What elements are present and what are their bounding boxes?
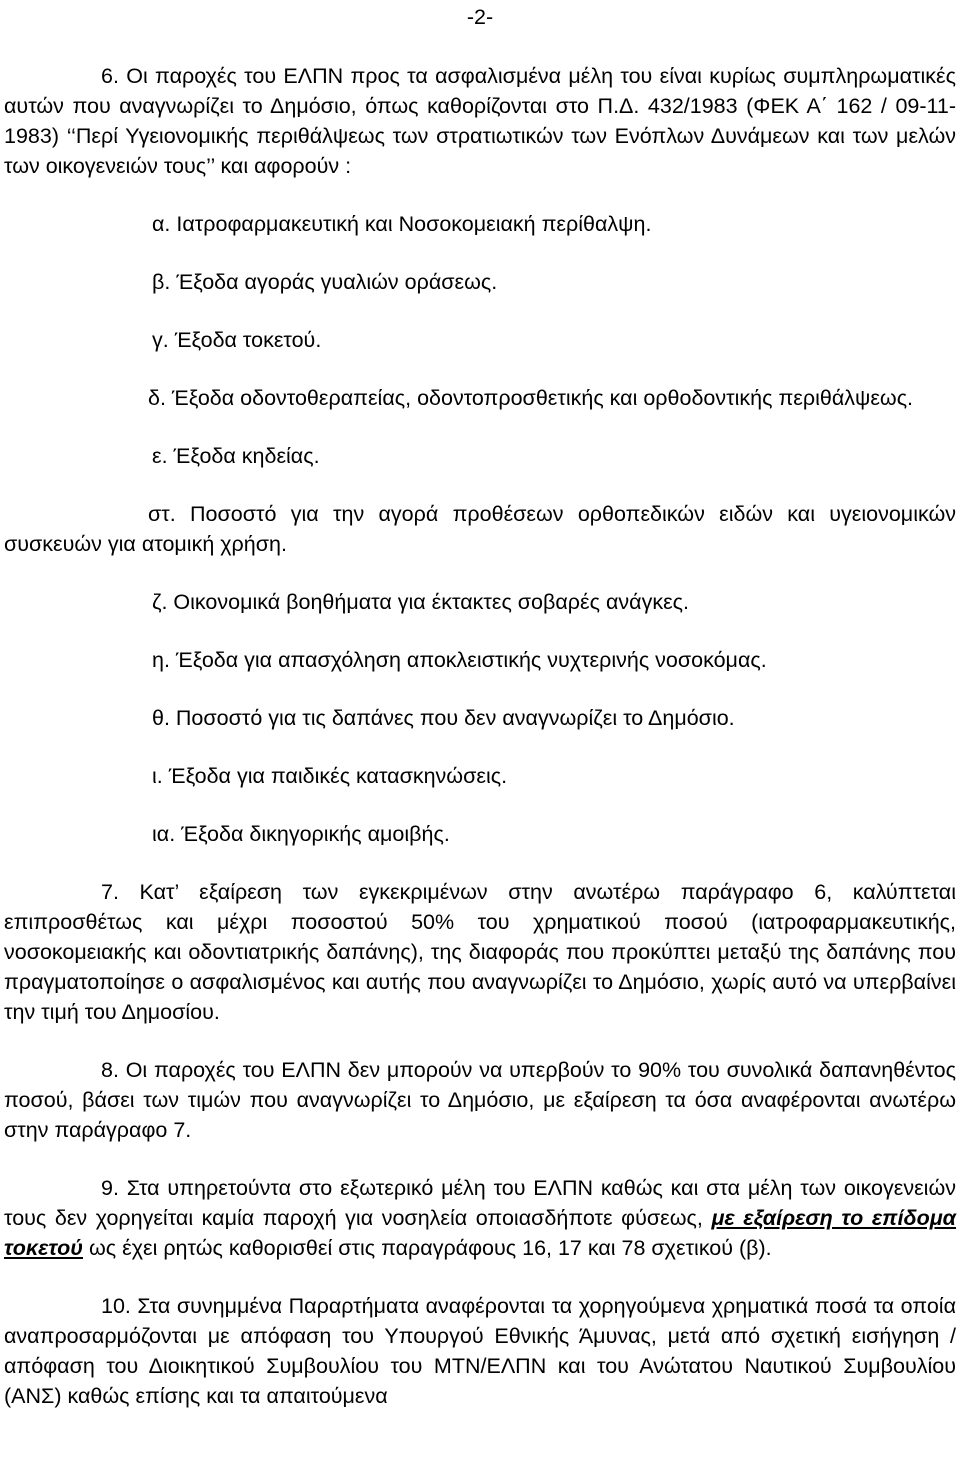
page-number: -2- [466, 5, 494, 29]
list-item-th: θ. Ποσοστό για τις δαπάνες που δεν αναγνωρίζει το Δημόσιο. [152, 706, 735, 730]
list-item-ia: ια. Έξοδα δικηγορικής αμοιβής. [152, 822, 450, 846]
section-6-intro: 6. Οι παροχές του ΕΛΠΝ προς τα ασφαλισμένα μέλη του είναι κυρίως συμπληρωματικές αυτών που αναγνωρίζει το Δημόσιο, όπως καθορίζονται στο Π.Δ. 432/1983 (ΦΕΚ Α΄ 162 / 09-11-1983) ‘‘Περί Υγειονομικής περιθάλψεως των στρατιωτικών των Ενόπλων Δυνάμεων και των μελών των οικογενειών τους’’ και αφορούν : [4, 64, 956, 178]
section-8-paragraph: 8. Οι παροχές του ΕΛΠΝ δεν μπορούν να υπερβούν το 90% του συνολικά δαπανηθέντος ποσού, βάσει των τιμών που αναγνωρίζει το Δημόσιο, με εξαίρεση τα όσα αναφέρονται ανωτέρω στην παράγραφο 7. [4, 1058, 956, 1142]
list-item-c: γ. Έξοδα τοκετού. [152, 328, 322, 352]
list-item-i: η. Έξοδα για απασχόληση αποκλειστικής νυχτερινής νοσοκόμας. [152, 648, 767, 672]
section-9-emphasis: με εξαίρεση το επίδομα τοκετού [4, 1206, 957, 1260]
section-9-text-before: 9. Στα υπηρετούντα στο εξωτερικό μέλη του ΕΛΠΝ καθώς και στα μέλη των οικογενειών τους δεν χορηγείται καμία παροχή για νοσηλεία οποιασδήποτε φύσεως, [4, 1176, 956, 1230]
list-item-z: ζ. Οικονομικά βοηθήματα για έκτακτες σοβαρές ανάγκες. [152, 590, 689, 614]
list-item-d: δ. Έξοδα οδοντοθεραπείας, οδοντοπροσθετικής και ορθοδοντικής περιθάλψεως. [148, 386, 914, 410]
list-item-b: β. Έξοδα αγοράς γυαλιών οράσεως. [152, 270, 498, 294]
document-body [4, 61, 956, 1411]
list-item-e: ε. Έξοδα κηδείας. [152, 444, 320, 468]
section-7-paragraph: 7. Κατ’ εξαίρεση των εγκεκριμένων στην ανωτέρω παράγραφο 6, καλύπτεται επιπροσθέτως και μέχρι ποσοστού 50% του χρηματικού ποσού (ιατροφαρμακευτικής, νοσοκομειακής και οδοντιατρικής δαπάνης), της διαφοράς που προκύπτει μεταξύ της δαπάνης που πραγματοποίησε ο ασφαλισμένος και αυτής που αναγνωρίζει το Δημόσιο, χωρίς αυτό να υπερβαίνει την τιμή του Δημοσίου. [4, 880, 956, 1024]
section-10-paragraph: 10. Στα συνημμένα Παραρτήματα αναφέρονται τα χορηγούμενα χρηματικά ποσά τα οποία αναπροσαρμόζονται με απόφαση του Υπουργού Εθνικής Άμυνας, μετά από σχετική εισήγηση / απόφαση του Διοικητικού Συμβουλίου του ΜΤΝ/ΕΛΠΝ και του Ανώτατου Ναυτικού Συμβουλίου (ΑΝΣ) καθώς επίσης και τα απαιτούμενα [4, 1294, 956, 1408]
list-item-iota: ι. Έξοδα για παιδικές κατασκηνώσεις. [152, 764, 508, 788]
list-item-a: α. Ιατροφαρμακευτική και Νοσοκομειακή περίθαλψη. [152, 212, 652, 236]
list-item-st: στ. Ποσοστό για την αγορά προθέσεων ορθοπεδικών ειδών και υγειονομικών συσκευών για ατομική χρήση. [4, 502, 956, 556]
section-9-text-after: ως έχει ρητώς καθορισθεί στις παραγράφους 16, 17 και 78 σχετικού (β). [83, 1236, 772, 1260]
section-9-paragraph [4, 1173, 956, 1263]
